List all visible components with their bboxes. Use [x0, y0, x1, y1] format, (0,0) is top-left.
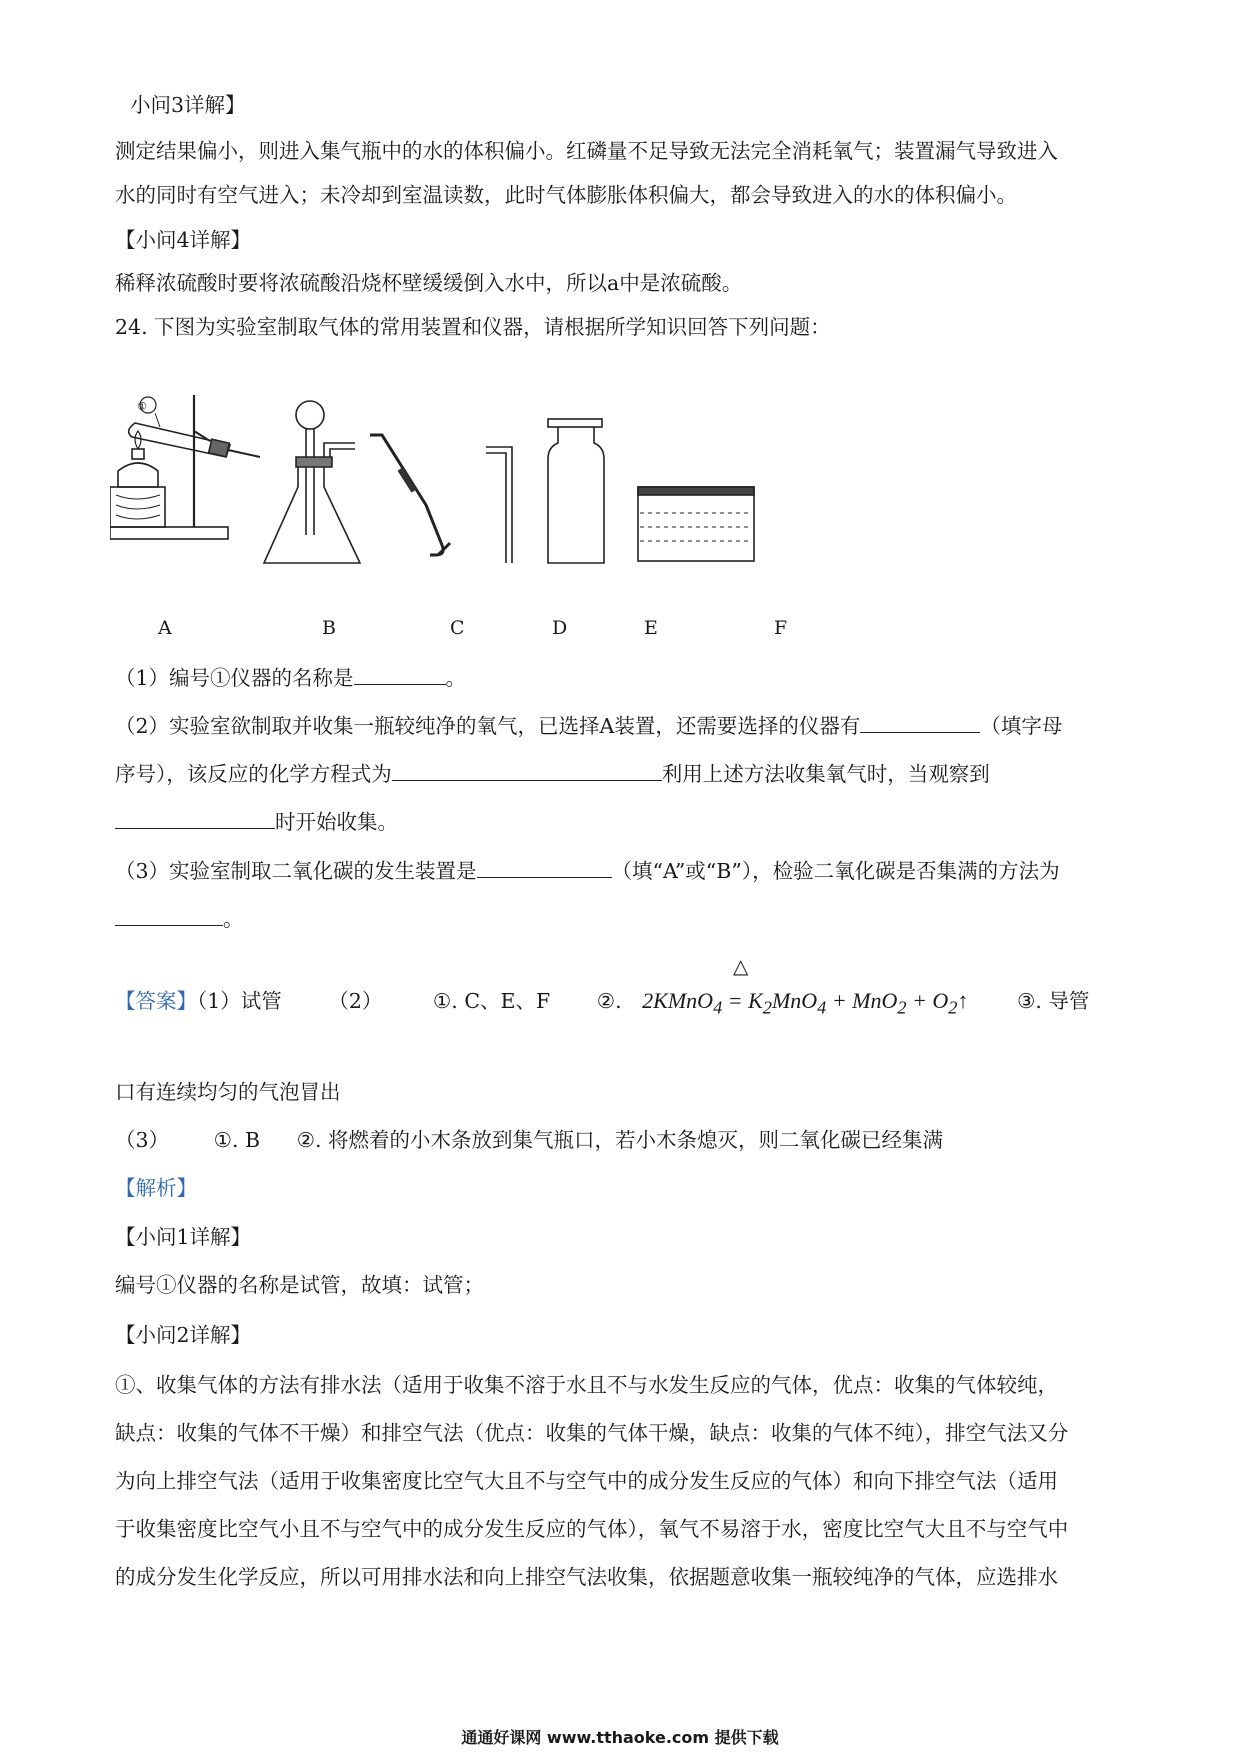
- heat-symbol: △: [733, 954, 749, 978]
- apparatus-c-delivery-tube: [370, 435, 443, 555]
- apparatus-e-glass-plate: [548, 419, 602, 427]
- analysis-paragraph-2-line-4: 于收集密度比空气小且不与空气中的成分发生反应的气体），氧气不易溶于水，密度比空气大且不与空气中: [115, 1517, 1069, 1541]
- analysis-paragraph-2-line-5: 的成分发生化学反应，所以可用排水法和向上排空气法收集，依据题意收集一瓶较纯净的气体，应选排水: [115, 1565, 1058, 1589]
- question-3-line-2: 。: [115, 903, 1140, 934]
- apparatus-b-thistle-funnel: [296, 401, 324, 429]
- apparatus-e-gas-bottle: [548, 427, 604, 563]
- apparatus-f-water-trough: [638, 487, 754, 561]
- figure-label-b: B: [322, 617, 336, 639]
- answer-blank-2c: [115, 806, 275, 829]
- answer-blank-2b: [392, 758, 662, 781]
- analysis-paragraph-1: 编号①仪器的名称是试管，故填：试管；: [115, 1273, 484, 1297]
- heading-subquestion-3: 小问3详解】: [130, 93, 246, 117]
- apparatus-drawing: [110, 395, 870, 610]
- answer-blank-1: [354, 662, 446, 685]
- page-footer: 通通好课网 www.tthaoke.com 提供下载: [461, 1728, 779, 1747]
- question-24-title: 24. 下图为实验室制取气体的常用装置和仪器，请根据所学知识回答下列问题：: [115, 315, 831, 339]
- heading-subquestion-4: 【小问4详解】: [115, 228, 252, 252]
- analysis-heading-1: 【小问1详解】: [115, 1225, 252, 1249]
- apparatus-b-flask: [264, 467, 360, 563]
- figure-label-a: A: [158, 617, 172, 639]
- analysis-paragraph-2-line-3: 为向上排空气法（适用于收集密度比空气大且不与空气中的成分发生反应的气体）和向下排空气法（适用: [115, 1469, 1058, 1493]
- analysis-tag: 【解析】: [115, 1176, 197, 1200]
- question-3-line-1: （3）实验室制取二氧化碳的发生装置是 （填“A”或“B”），检验二氧化碳是否集满的方法为: [115, 855, 1140, 886]
- apparatus-a-alcohol-lamp: [118, 463, 158, 487]
- analysis-paragraph-2-line-1: ①、收集气体的方法有排水法（适用于收集不溶于水且不与水发生反应的气体，优点：收集的气体较纯，: [115, 1373, 1058, 1397]
- question-2-line-2: 序号），该反应的化学方程式为 利用上述方法收集氧气时，当观察到: [115, 758, 1140, 789]
- answer-tag: 【答案】: [115, 989, 197, 1013]
- circle-label: ①: [137, 400, 147, 413]
- apparatus-a-base: [110, 527, 228, 539]
- figure-label-f: F: [774, 617, 788, 639]
- apparatus-b-stopper: [296, 457, 332, 467]
- question-2-line-1: （2）实验室欲制取并收集一瓶较纯净的氧气，已选择A装置，还需要选择的仪器有 （填字母: [115, 710, 1140, 741]
- answer-blank-2a: [860, 710, 980, 733]
- figure-label-c: C: [450, 617, 465, 639]
- analysis-paragraph-2-line-2: 缺点：收集的气体不干燥）和排空气法（优点：收集的气体干燥，缺点：收集的气体不纯），排空气法又分: [115, 1421, 1069, 1445]
- apparatus-a-wood-block: [110, 487, 165, 527]
- paragraph-3-line-1: 测定结果偏小，则进入集气瓶中的水的体积偏小。红磷量不足导致无法完全消耗氧气；装置漏气导致进入: [115, 139, 1058, 163]
- answer-blank-3b: [115, 903, 223, 926]
- apparatus-figure: [110, 395, 870, 645]
- figure-label-e: E: [644, 617, 658, 639]
- figure-label-d: D: [552, 617, 568, 639]
- apparatus-d-glass-tube: [486, 447, 512, 563]
- analysis-heading-2: 【小问2详解】: [115, 1323, 252, 1347]
- paragraph-4-line-1: 稀释浓硫酸时要将浓硫酸沿烧杯壁缓缓倒入水中，所以a中是浓硫酸。: [115, 271, 743, 295]
- answer-blank-3a: [477, 855, 612, 878]
- paragraph-3-line-2: 水的同时有空气进入；未冷却到室温读数，此时气体膨胀体积偏大，都会导致进入的水的体积偏小。: [115, 183, 1017, 207]
- chemical-equation: 2KMnO$_4$ = $K_2MnO_4 + MnO_2$ + $O_2↑$: [642, 988, 969, 1018]
- question-1: （1）编号①仪器的名称是 。: [115, 662, 1140, 693]
- answer-line-1: 【答案】（1）试管 （2） ①. C、E、F ②. 2KMnO$_4$ = $K_2MnO_4 + MnO_2$ + $O_2↑$ ③. 导管: [115, 988, 1090, 1018]
- answer-line-3: （3） ①. B ②. 将燃着的小木条放到集气瓶口，若小木条熄灭，则二氧化碳已经集满: [115, 1128, 944, 1152]
- question-2-line-3: 时开始收集。: [115, 806, 1140, 837]
- answer-line-2: 口有连续均匀的气泡冒出: [115, 1080, 341, 1104]
